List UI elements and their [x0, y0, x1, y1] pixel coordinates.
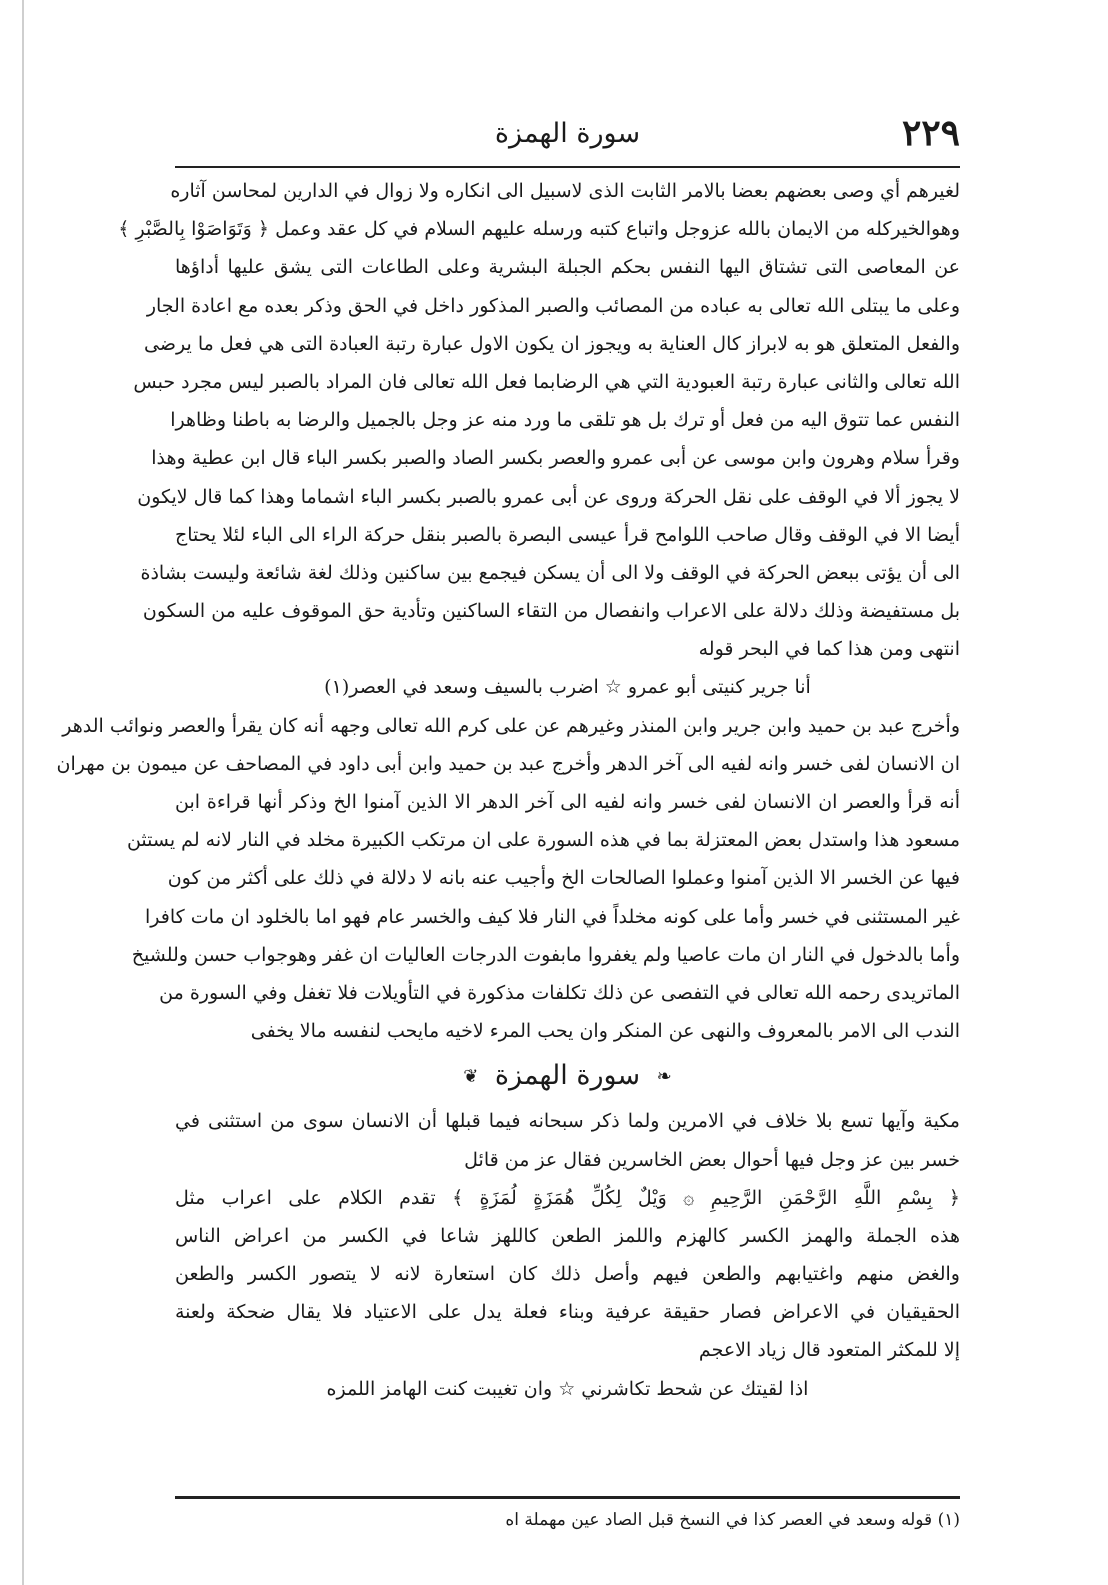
text-line: والغض منهم واغتيابهم والطعن فيهم وأصل ذلك كان استعارة لانه لا يتصور الكسر والطعن — [175, 1263, 960, 1286]
ornament-left-icon: ❦ — [463, 1065, 479, 1087]
text-line: وقرأ سلام وهرون وابن موسى عن أبى عمرو والعصر بكسر الصاد والصبر بكسر الباء قال ابن عطية وهذا — [151, 447, 960, 470]
text-line: هذه الجملة والهمز الكسر كالهزم واللمز الطعن كاللهز شاعا في الكسر من اعراض الناس — [175, 1224, 960, 1247]
poetry-verse: أنا جرير كنيتى أبو عمرو ☆ اضرب بالسيف وسعد في العصر(١) — [324, 676, 811, 699]
text-line: بل مستفيضة وذلك دلالة على الاعراب وانفصال من التقاء الساكنين وتأدية حق الموقوف عليه من السكون — [142, 600, 960, 623]
text-line: انتهى ومن هذا كما في البحر قوله — [698, 638, 960, 661]
text-line: وهوالخيركله من الايمان بالله عزوجل واتباع كتبه ورسله عليهم السلام في كل عقد وعمل ﴿ وَتَوَاصَوْا بِالصَّبْرِ ﴾ — [118, 218, 960, 241]
text-line: ان الانسان لفى خسر وانه لفيه الى آخر الدهر وأخرج عبد بن حميد وابن أبى داود في المصاحف عن ميمون بن مهران — [56, 752, 960, 775]
text-line: الله تعالى والثانى عبارة رتبة العبودية التي هي الرضابما فعل الله تعالى فان المراد بالصبر ليس مجرد حبس — [133, 370, 960, 393]
text-line: الى أن يؤتى ببعض الحركة في الوقف ولا الى أن يسكن فيجمع بين ساكنين وذلك لغة شائعة وليست بشاذة — [140, 561, 960, 584]
quran-verse-line: ﴿ بِسْمِ اللَّهِ الرَّحْمَنِ الرَّحِيمِ ۞ وَيْلٌ لِكُلِّ هُمَزَةٍ لُمَزَةٍ ﴾ تقدم الكلام على اعراب مثل — [175, 1186, 960, 1209]
running-title: سورة الهمزة — [494, 118, 641, 149]
footnote: (١) قوله وسعد في العصر كذا في النسخ قبل الصاد عين مهملة اه — [505, 1510, 960, 1530]
text-line: الحقيقيان في الاعراض فصار حقيقة عرفية وبناء فعلة يدل على الاعتياد فلا يقال ضحكة ولعنة — [175, 1301, 960, 1324]
text-line: مكية وآيها تسع بلا خلاف في الامرين ولما ذكر سبحانه فيما قبلها أن الانسان سوى من استثنى في — [175, 1110, 960, 1133]
text-line: أنه قرأ والعصر ان الانسان لفى خسر وانه لفيه الى آخر الدهر الا الذين آمنوا الخ وذكر أنها قراءة ابن — [175, 791, 960, 813]
binding-edge-line — [22, 0, 24, 1585]
header-divider — [175, 166, 960, 168]
text-line: لا يجوز ألا في الوقف على نقل الحركة وروى عن أبى عمرو بالصبر بكسر الباء اشماما وهذا كما قال لايكون — [137, 485, 960, 508]
page-number: ٢٢٩ — [901, 112, 960, 154]
text-line: النفس عما تتوق اليه من فعل أو ترك بل هو تلقى ما ورد منه عز وجل بالجميل والرضا به باطنا وظاهرا — [170, 409, 960, 432]
text-line: وعلى ما يبتلى الله تعالى به عباده من المصائب والصبر المذكور داخل في الحق وذكر بعده مع اعادة الجار — [146, 294, 960, 317]
surah-heading — [175, 1050, 960, 1102]
text-line: وأخرج عبد بن حميد وابن جرير وابن المنذر وغيرهم عن على كرم الله تعالى وجهه أنه كان يقرأ والعصر ونوائب الدهر — [62, 714, 960, 737]
page-header — [175, 112, 960, 162]
surah-title: سورة الهمزة — [494, 1060, 641, 1092]
text-line: فيها عن الخسر الا الذين آمنوا وعملوا الصالحات الخ وأجيب عنه بانه لا دلالة في ذلك على أكثر من كون — [167, 867, 960, 890]
text-line: إلا للمكثر المتعود قال زياد الاعجم — [698, 1339, 960, 1362]
ornament-right-icon: ❧ — [656, 1065, 672, 1087]
text-line: وأما بالدخول في النار ان مات عاصيا ولم يغفروا مابفوت الدرجات العاليات ان غفر وهوجواب حسن وللشيخ — [131, 943, 960, 966]
text-line: الماتريدى رحمه الله تعالى في التفصى عن ذلك تكلفات مذكورة في التأويلات فلا تغفل وفي السورة من — [159, 981, 960, 1004]
text-line: مسعود هذا واستدل بعض المعتزلة بما في هذه السورة على ان مرتكب الكبيرة مخلد في النار لانه لم يستثن — [126, 829, 960, 852]
text-line: الندب الى الامر بالمعروف والنهى عن المنكر وان يحب المرء لاخيه مايحب لنفسه مالا يخفى — [250, 1020, 960, 1043]
main-text — [56, 172, 960, 1408]
text-line: لغيرهم أي وصى بعضهم بعضا بالامر الثابت الذى لاسبيل الى انكاره ولا زوال في الدارين لمحاسن آثاره — [170, 180, 960, 202]
footnote-divider — [175, 1496, 960, 1499]
text-line: غير المستثنى في خسر وأما على كونه مخلداً في النار فلا كيف والخسر عام فهو اما بالخلود ان مات كافرا — [145, 905, 960, 928]
text-line: أيضا الا في الوقف وقال صاحب اللوامح قرأ عيسى البصرة بالصبر بنقل حركة الراء الى الباء لئلا يحتاج — [175, 523, 960, 546]
text-line: عن المعاصى التى تشتاق اليها النفس بحكم الجبلة البشرية وعلى الطاعات التى يشق عليها أداؤها — [175, 256, 960, 279]
text-line: والفعل المتعلق هو به لابراز كال العناية به ويجوز ان يكون الاول عبارة رتبة العبادة التى هي فعل ما يرضى — [144, 332, 960, 355]
text-line: خسر بين عز وجل فيها أحوال بعض الخاسرين فقال عز من قائل — [464, 1148, 960, 1171]
poetry-verse: اذا لقيتك عن شحط تكاشرني ☆ وان تغيبت كنت الهامز اللمزه — [326, 1377, 809, 1400]
